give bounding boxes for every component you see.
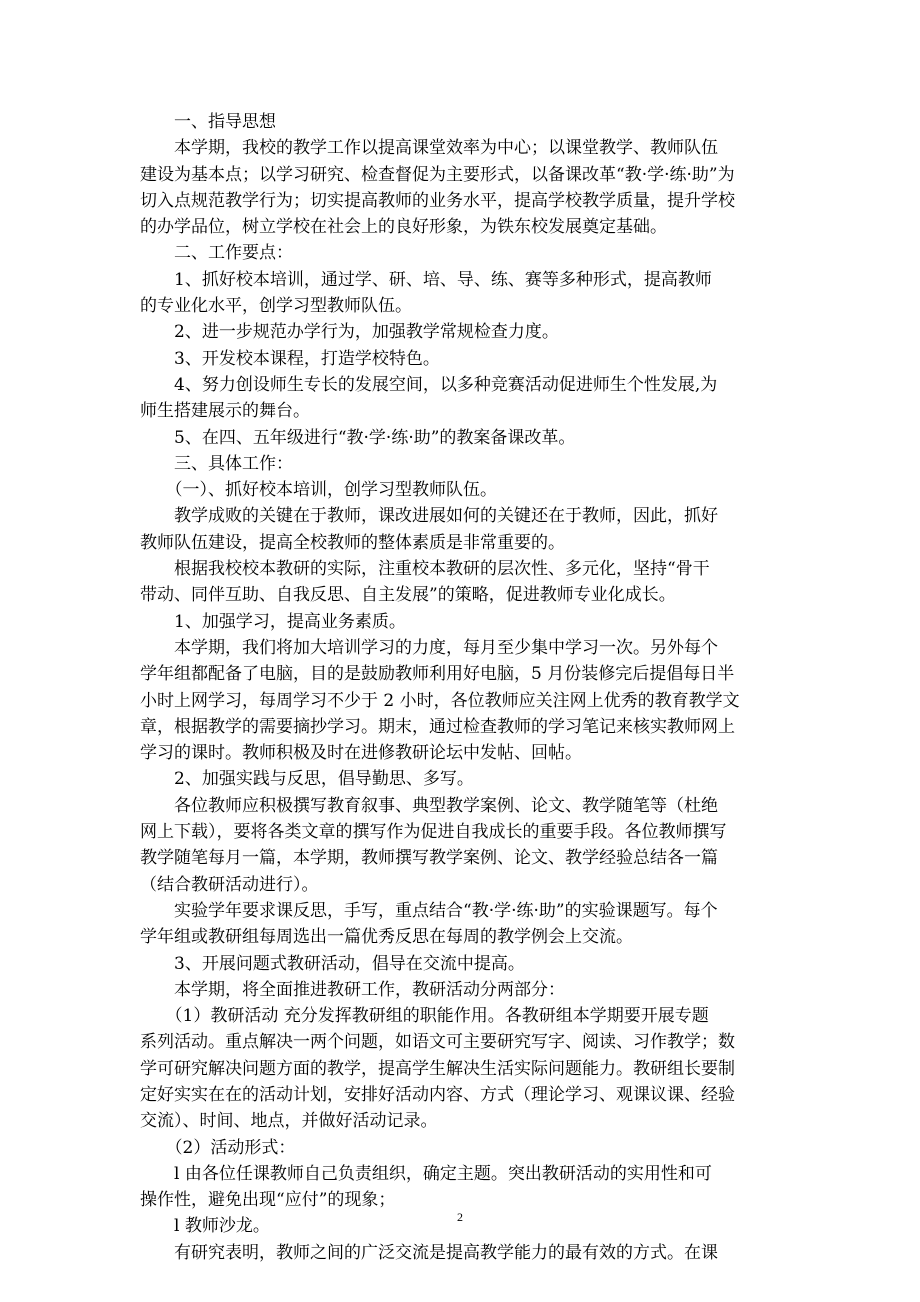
text-line: 小时上网学习，每周学习不少于 2 小时，各位教师应关注网上优秀的教育教学文	[140, 690, 740, 711]
text-line: 三、具体工作：	[140, 453, 293, 474]
text-line: 学年组或教研组每周选出一篇优秀反思在每周的教学例会上交流。	[140, 927, 633, 948]
text-line: 本学期，我校的教学工作以提高课堂效率为中心；以课堂教学、教师队伍	[140, 138, 718, 159]
text-line: 2、加强实践与反思，倡导勤思、多写。	[140, 769, 474, 790]
text-line: 1、抓好校本培训，通过学、研、培、导、练、赛等多种形式，提高教师	[140, 269, 712, 290]
text-line: 学可研究解决问题方面的教学，提高学生解决生活实际问题能力。教研组长要制	[140, 1058, 735, 1079]
text-line: 各位教师应积极撰写教育叙事、典型教学案例、论文、教学随笔等（杜绝	[140, 795, 718, 816]
text-line: 师生搭建展示的舞台。	[140, 401, 310, 422]
text-line: 教学随笔每月一篇，本学期，教师撰写教学案例、论文、教学经验总结各一篇	[140, 848, 718, 869]
text-line: 一、指导思想	[140, 112, 276, 132]
page-number: 2	[457, 1210, 463, 1224]
text-line: l 由各位任课教师自己负责组织，确定主题。突出教研活动的实用性和可	[140, 1163, 712, 1184]
text-line: 5、在四、五年级进行“教·学·练·助”的教案备课改革。	[140, 427, 576, 448]
text-line: 定好实实在在的活动计划，安排好活动内容、方式（理论学习、观课议课、经验	[140, 1084, 735, 1105]
text-line: l 教师沙龙。	[140, 1216, 270, 1237]
text-line: 的专业化水平，创学习型教师队伍。	[140, 296, 412, 317]
text-line: 交流）、时间、地点，并做好活动记录。	[140, 1111, 438, 1132]
text-line: （1）教研活动 充分发挥教研组的职能作用。各教研组本学期要开展专题	[140, 1006, 709, 1027]
text-line: 二、工作要点：	[140, 243, 293, 264]
text-line: 操作性，避免出现“应付”的现象；	[140, 1190, 396, 1211]
text-line: 建设为基本点；以学习研究、检查督促为主要形式，以备课改革“教·学·练·助”为	[140, 164, 735, 185]
text-line: 根据我校校本教研的实际，注重校本教研的层次性、多元化，坚持“骨干	[140, 559, 710, 580]
text-line: 系列活动。重点解决一两个问题，如语文可主要研究写字、阅读、习作教学；数	[140, 1032, 735, 1053]
text-line: 学习的课时。教师积极及时在进修教研论坛中发帖、回帖。	[140, 743, 582, 764]
text-line: 的办学品位，树立学校在社会上的良好形象，为铁东校发展奠定基础。	[140, 217, 667, 238]
text-line: 网上下载），要将各类文章的撰写作为促进自我成长的重要手段。各位教师撰写	[140, 822, 727, 843]
text-line: 本学期，我们将加大培训学习的力度，每月至少集中学习一次。另外每个	[140, 637, 718, 658]
text-line: 教师队伍建设，提高全校教师的整体素质是非常重要的。	[140, 532, 565, 553]
text-line: 3、开展问题式教研活动，倡导在交流中提高。	[140, 953, 525, 974]
text-line: 1、加强学习，提高业务素质。	[140, 611, 406, 632]
text-line: 教学成败的关键在于教师，课改进展如何的关键还在于教师，因此，抓好	[140, 506, 718, 527]
text-line: 切入点规范教学行为；切实提高教师的业务水平，提高学校教学质量，提升学校	[140, 190, 735, 211]
document-body	[140, 109, 780, 1266]
text-line: 3、开发校本课程，打造学校特色。	[140, 348, 440, 369]
text-line: 实验学年要求课反思，手写，重点结合“教·学·练·助”的实验课题写。每个	[140, 900, 718, 921]
text-line: 章，根据教学的需要摘抄学习。期末，通过检查教师的学习笔记来核实教师网上	[140, 716, 735, 737]
text-line: 学年组都配备了电脑，目的是鼓励教师利用好电脑，5 月份装修完后提倡每日半	[140, 664, 735, 685]
text-line: 带动、同伴互助、自我反思、自主发展”的策略，促进教师专业化成长。	[140, 585, 676, 606]
text-line: （2）活动形式：	[140, 1137, 296, 1158]
text-line: （结合教研活动进行）。	[140, 874, 319, 895]
text-line: 2、进一步规范办学行为，加强教学常规检查力度。	[140, 322, 559, 343]
text-line: 有研究表明，教师之间的广泛交流是提高教学能力的最有效的方式。在课	[140, 1242, 718, 1263]
text-line: 本学期，将全面推进教研工作，教研活动分两部分：	[140, 979, 565, 1000]
text-line: 4、努力创设师生专长的发展空间，以多种竞赛活动促进师生个性发展,为	[140, 374, 718, 395]
text-line: （一）、抓好校本培训，创学习型教师队伍。	[140, 480, 497, 501]
